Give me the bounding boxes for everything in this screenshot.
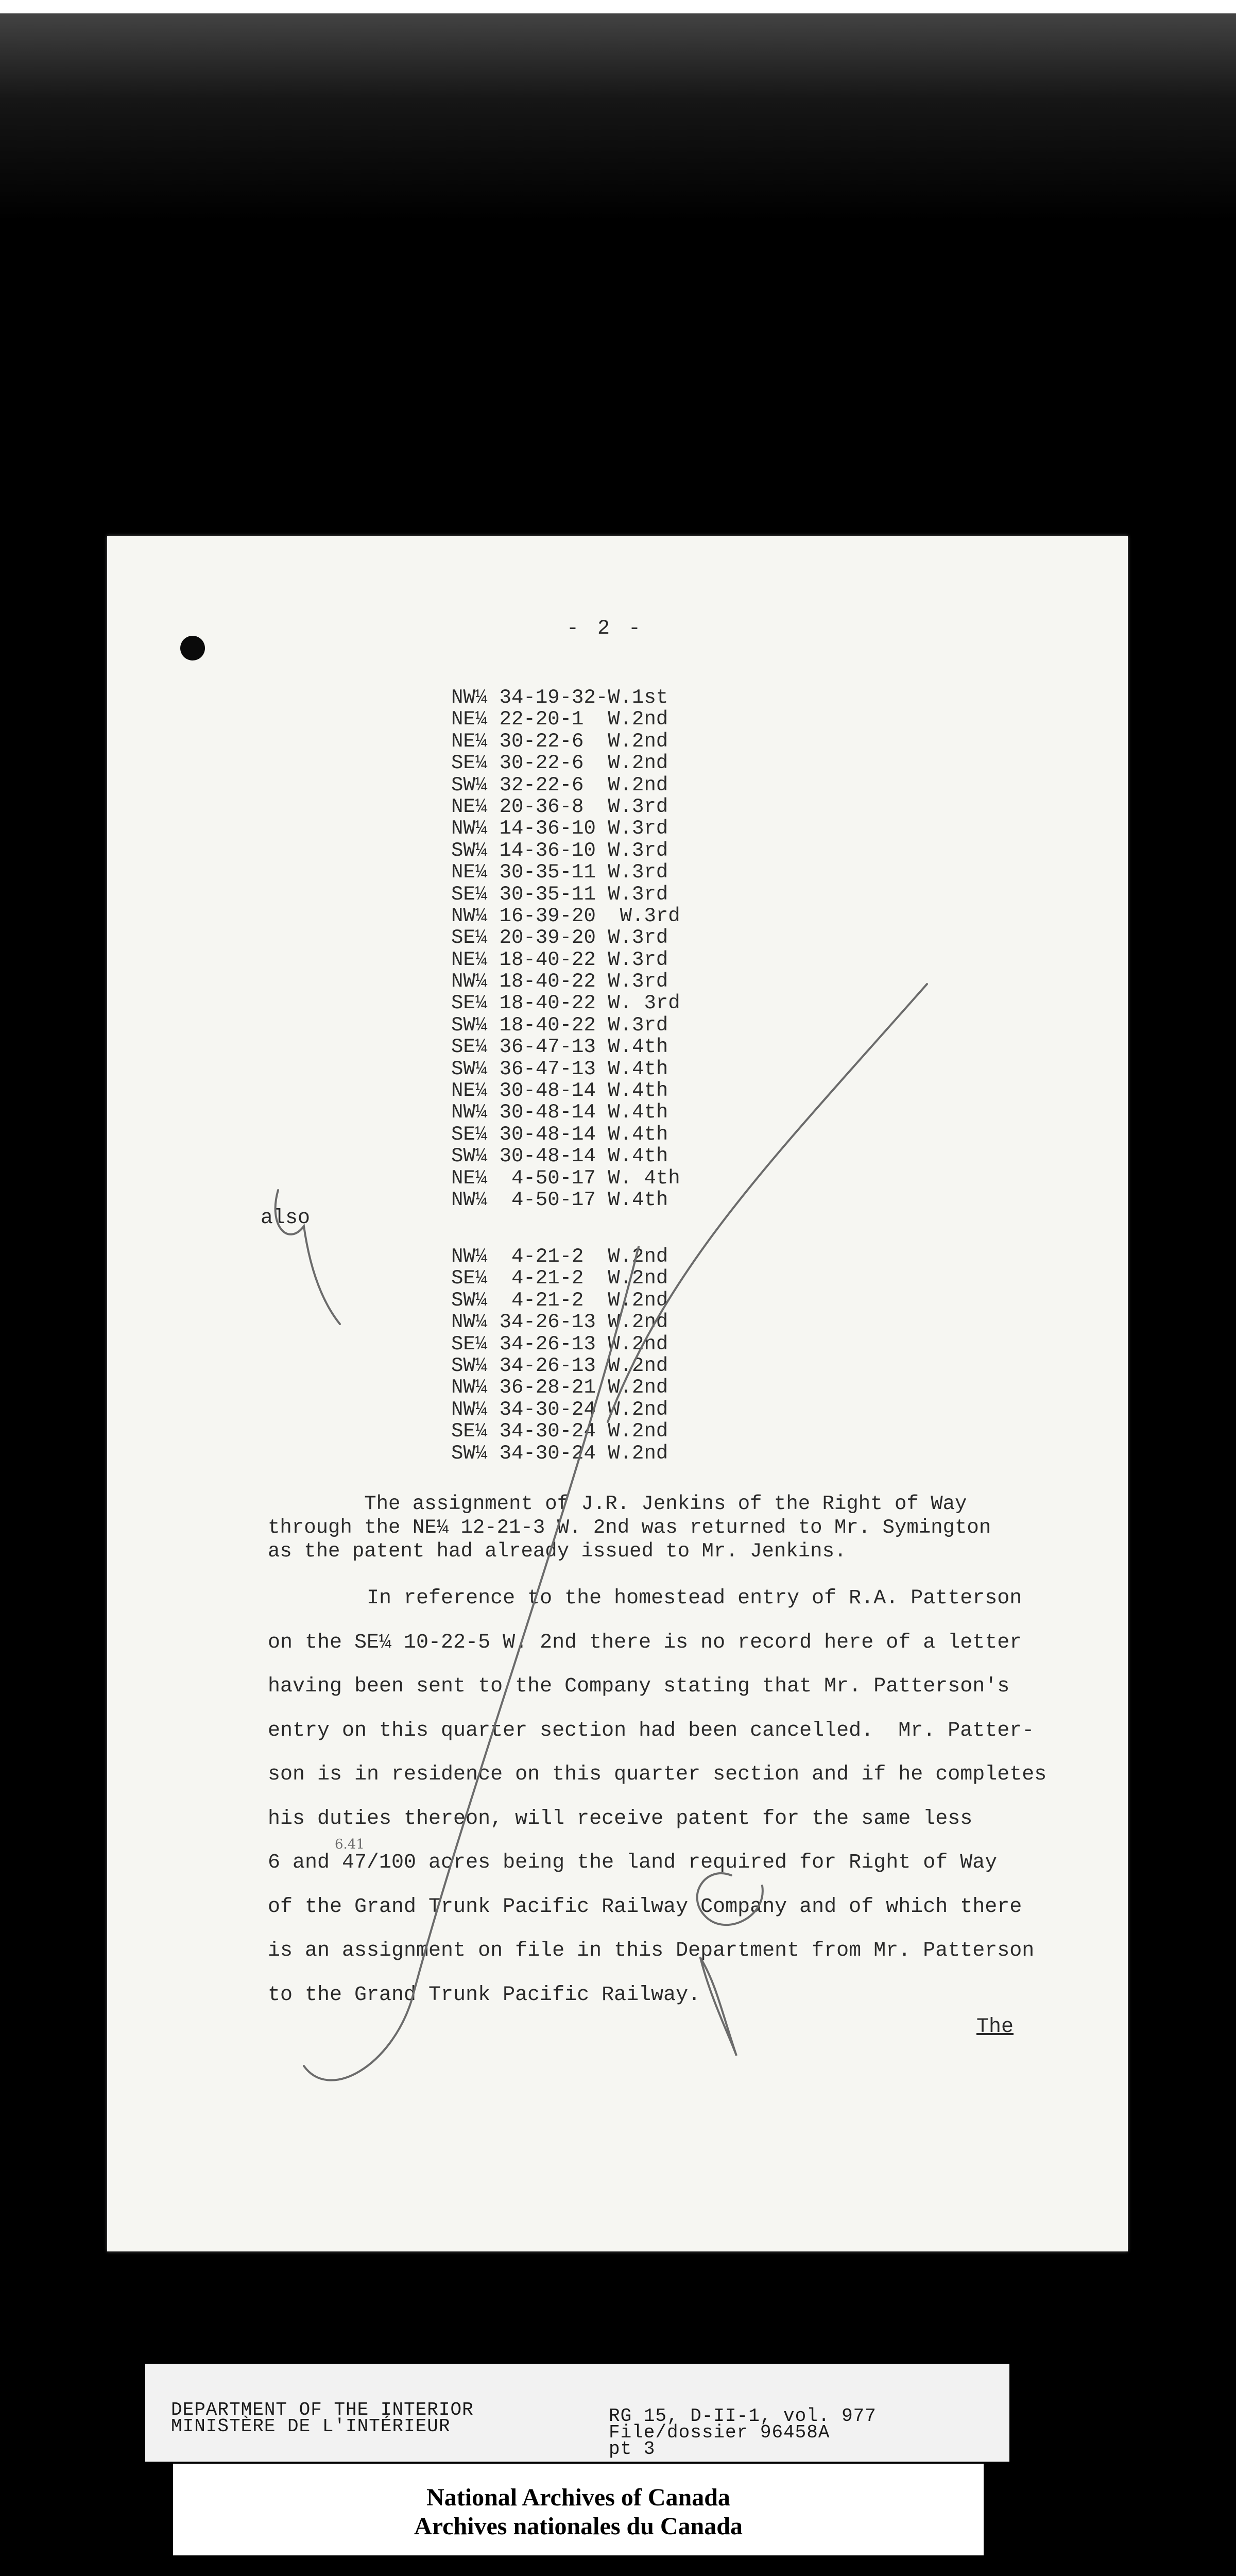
land-entry: NE¼ 20-36-8 W.3rd	[451, 795, 668, 818]
department-name-en: DEPARTMENT OF THE INTERIOR	[171, 2399, 474, 2420]
land-entry: NW¼ 18-40-22 W.3rd	[451, 970, 668, 993]
land-entry: SE¼ 36-47-13 W.4th	[451, 1036, 668, 1059]
land-entry: SW¼ 14-36-10 W.3rd	[451, 839, 668, 862]
land-entry: SW¼ 36-47-13 W.4th	[451, 1057, 668, 1080]
record-group-ref: RG 15, D-II-1, vol. 977	[609, 2405, 877, 2427]
land-entry: SW¼ 32-22-6 W.2nd	[451, 773, 668, 796]
land-entry: SE¼ 30-48-14 W.4th	[451, 1123, 668, 1146]
scanner-edge	[0, 0, 1236, 13]
land-entry: SE¼ 34-30-24 W.2nd	[451, 1420, 668, 1443]
archive-name-fr: Archives nationales du Canada	[414, 2513, 743, 2540]
land-entry: NW¼ 16-39-20 W.3rd	[451, 904, 680, 927]
land-entry: SE¼ 18-40-22 W. 3rd	[451, 992, 680, 1015]
land-entry: SW¼ 34-26-13 W.2nd	[451, 1354, 668, 1377]
land-entry: NW¼ 14-36-10 W.3rd	[451, 817, 668, 840]
land-entry: SW¼ 4-21-2 W.2nd	[451, 1289, 668, 1312]
also-label: also	[261, 1207, 311, 1230]
land-entry: NE¼ 30-35-11 W.3rd	[451, 861, 668, 884]
part-ref: pt 3	[609, 2438, 656, 2460]
jenkins-paragraph: The assignment of J.R. Jenkins of the Right of Way through the NE¼ 12-21-3 W. 2nd was returned to Mr. Symington as the patent had already issued to Mr. Jenkins.	[268, 1493, 991, 1563]
land-entry: NE¼ 22-20-1 W.2nd	[451, 708, 668, 731]
punch-hole	[180, 636, 205, 660]
land-entry: NE¼ 4-50-17 W. 4th	[451, 1166, 680, 1190]
land-list-secondary	[451, 1246, 668, 1464]
department-stamp	[145, 2364, 1009, 2462]
land-entry: SE¼ 34-26-13 W.2nd	[451, 1332, 668, 1355]
land-entry: NW¼ 34-26-13 W.2nd	[451, 1311, 668, 1334]
land-entry: SE¼ 20-39-20 W.3rd	[451, 926, 668, 950]
land-entry: SE¼ 4-21-2 W.2nd	[451, 1267, 668, 1290]
file-ref: File/dossier 96458A	[609, 2422, 830, 2443]
department-name-fr: MINISTÈRE DE L'INTÉRIEUR	[171, 2416, 451, 2437]
land-entry: NE¼ 30-48-14 W.4th	[451, 1079, 668, 1103]
page-number: - 2 -	[566, 617, 644, 640]
archive-name-en: National Archives of Canada	[426, 2484, 730, 2511]
catchword: The	[976, 2015, 1014, 2039]
land-entry: NW¼ 36-28-21 W.2nd	[451, 1376, 668, 1399]
land-entry: NW¼ 4-21-2 W.2nd	[451, 1245, 668, 1268]
patterson-paragraph: In reference to the homestead entry of R.A. Patterson on the SE¼ 10-22-5 W. 2nd there is no record here of a letter having been sent to the Company stating that Mr. Patterson's entry on this quarter section had been cancelled. Mr. Patter- son is in residence on this quarter section and if he completes his duties thereon, will receive patent for the same less 6 and 47/100 acres being the land required for Right of Way of the Grand Trunk Pacific Railway Company and of which there is an assignment on file in this Department from Mr. Patterson to the Grand Trunk Pacific Railway.	[268, 1587, 1047, 2007]
land-entry: NW¼ 4-50-17 W.4th	[451, 1188, 668, 1211]
land-list-primary	[451, 687, 680, 1211]
land-entry: NE¼ 30-22-6 W.2nd	[451, 730, 668, 753]
scanner-band	[0, 0, 1236, 222]
land-entry: SE¼ 30-35-11 W.3rd	[451, 883, 668, 906]
land-entry: SW¼ 30-48-14 W.4th	[451, 1145, 668, 1168]
pencil-number-annotation: 6.41	[335, 1837, 365, 1852]
land-entry: SW¼ 34-30-24 W.2nd	[451, 1442, 668, 1465]
land-entry: NW¼ 30-48-14 W.4th	[451, 1101, 668, 1124]
land-entry: NW¼ 34-30-24 W.2nd	[451, 1398, 668, 1421]
land-entry: SE¼ 30-22-6 W.2nd	[451, 752, 668, 775]
land-entry: NW¼ 34-19-32-W.1st	[451, 686, 668, 709]
land-entry: NE¼ 18-40-22 W.3rd	[451, 948, 668, 971]
land-entry: SW¼ 18-40-22 W.3rd	[451, 1013, 668, 1037]
archive-label	[173, 2464, 984, 2555]
